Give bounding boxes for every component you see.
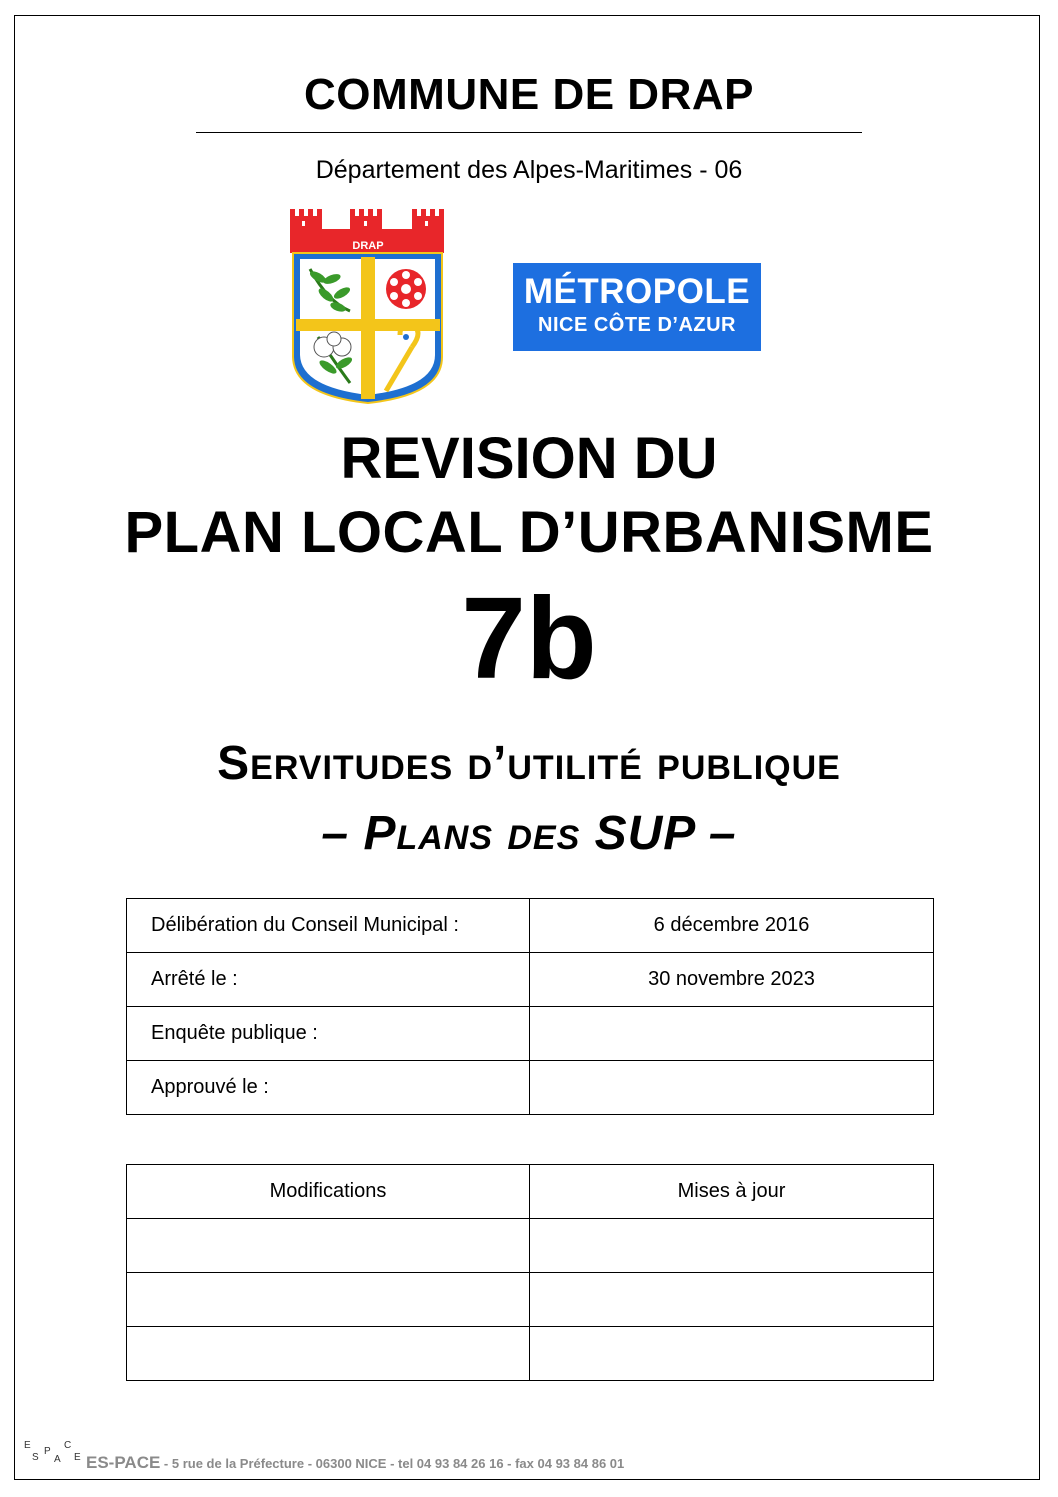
logo-letter: E: [24, 1440, 31, 1451]
metropole-logo: [513, 263, 761, 351]
espace-logo-icon: [22, 1440, 88, 1474]
table-cell: [530, 1273, 934, 1327]
table-header-row: [127, 1165, 934, 1219]
table-row: [127, 1061, 934, 1115]
subtitle: Servitudes d’utilité publique: [217, 737, 841, 790]
title-rule: [196, 132, 862, 133]
logo-letter: A: [54, 1454, 61, 1465]
table-cell: [127, 1273, 530, 1327]
column-header-updates: Mises à jour: [530, 1165, 934, 1219]
department-line: Département des Alpes-Maritimes - 06: [315, 156, 743, 184]
procedure-value: [530, 1007, 934, 1061]
logo-letter: C: [64, 1440, 72, 1451]
commune-title: COMMUNE DE DRAP: [304, 70, 754, 119]
document-number: 7b: [461, 573, 597, 703]
footer-address: - 5 rue de la Préfecture - 06300 NICE - tel 04 93 84 26 16 - fax 04 93 84 86 01: [160, 1456, 625, 1471]
procedure-value: 30 novembre 2023: [530, 953, 934, 1007]
procedure-value: 6 décembre 2016: [530, 899, 934, 953]
procedure-value: [530, 1061, 934, 1115]
title-line2: PLAN LOCAL D’URBANISME: [124, 500, 934, 565]
procedure-label: Arrêté le :: [127, 953, 530, 1007]
table-row: [127, 1327, 934, 1381]
logo-letter: P: [44, 1446, 51, 1457]
table-row: [127, 1273, 934, 1327]
table-row: [127, 953, 934, 1007]
drap-coat-of-arms-icon: [288, 207, 448, 407]
procedure-label: Approuvé le :: [127, 1061, 530, 1115]
metropole-line1: MÉTROPOLE: [523, 272, 751, 311]
footer-brand: ES-PACE: [86, 1453, 161, 1472]
changes-table: [126, 1164, 934, 1381]
footer: [22, 1440, 822, 1474]
procedure-label: Enquête publique :: [127, 1007, 530, 1061]
logo-letter: E: [74, 1452, 81, 1463]
metropole-line2: NICE CÔTE D’AZUR: [538, 314, 736, 336]
column-header-modifications: Modifications: [127, 1165, 530, 1219]
title-line1: REVISION DU: [340, 426, 718, 491]
table-row: [127, 1219, 934, 1273]
table-cell: [530, 1327, 934, 1381]
table-row: [127, 1007, 934, 1061]
subtitle-plans: – Plans des SUP –: [321, 807, 737, 860]
table-row: [127, 899, 934, 953]
table-cell: [530, 1219, 934, 1273]
procedure-label: Délibération du Conseil Municipal :: [127, 899, 530, 953]
logo-letter: S: [32, 1452, 39, 1463]
procedure-table: [126, 898, 934, 1115]
table-cell: [127, 1219, 530, 1273]
crest-label: DRAP: [352, 240, 384, 252]
footer-text: [86, 1453, 624, 1473]
table-cell: [127, 1327, 530, 1381]
